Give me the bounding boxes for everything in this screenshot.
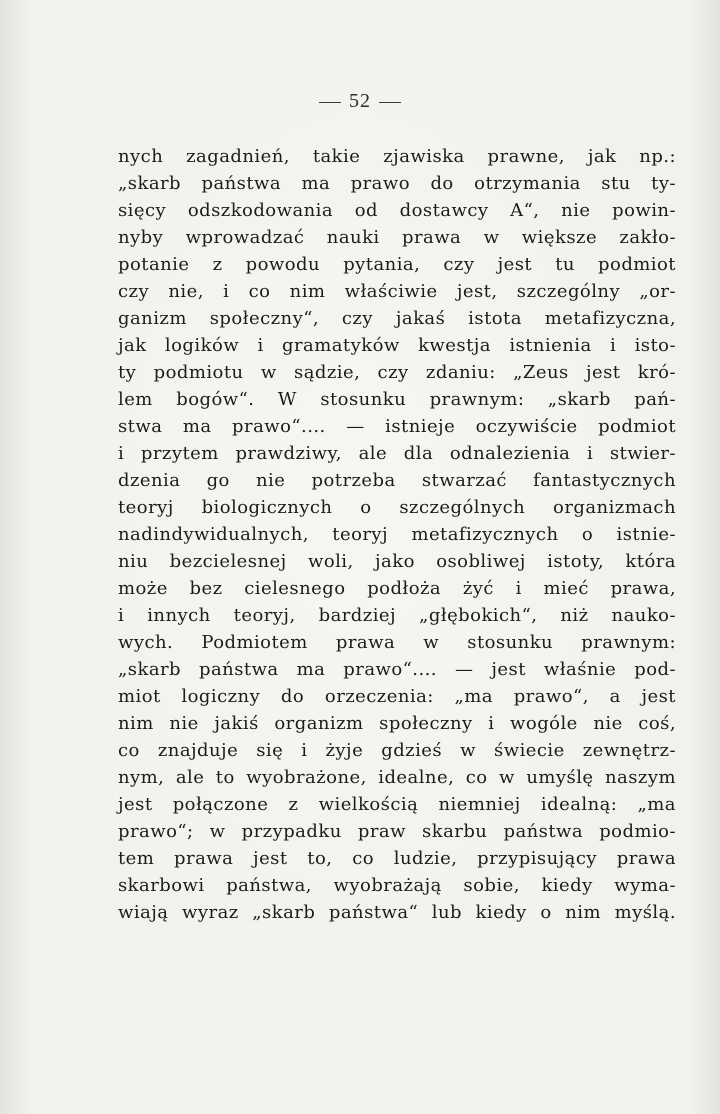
text-line: co znajduje się i żyje gdzieś w świecie zewnętrz- — [118, 740, 676, 761]
text-line: jest połączone z wielkością niemniej idealną: „ma — [118, 794, 676, 815]
text-line: nym, ale to wyobrażone, idealne, co w umyślę naszym — [118, 767, 676, 788]
text-line: niu bezcielesnej woli, jako osobliwej istoty, która — [118, 551, 676, 572]
page-number — [0, 90, 720, 113]
text-line: „skarb państwa ma prawo“.... — jest właśnie pod- — [118, 659, 676, 680]
text-line: i innych teoryj, bardziej „głębokich“, niż nauko- — [118, 605, 676, 626]
text-line: może bez cielesnego podłoża żyć i mieć prawa, — [118, 578, 676, 599]
left-dash — [319, 102, 341, 103]
text-line: teoryj biologicznych o szczególnych organizmach — [118, 497, 676, 518]
text-line: i przytem prawdziwy, ale dla odnalezienia i stwier- — [118, 443, 676, 464]
page-number-value: 52 — [349, 90, 371, 112]
text-line: nadindywidualnych, teoryj metafizycznych o istnie- — [118, 524, 676, 545]
text-line: potanie z powodu pytania, czy jest tu podmiot — [118, 254, 676, 275]
text-line: lem bogów“. W stosunku prawnym: „skarb pań- — [118, 389, 676, 410]
text-line: nyby wprowadzać nauki prawa w większe zakło- — [118, 227, 676, 248]
text-line: stwa ma prawo“.... — istnieje oczywiście podmiot — [118, 416, 676, 437]
text-line: wiają wyraz „skarb państwa“ lub kiedy o nim myślą. — [118, 902, 676, 923]
text-line: ganizm społeczny“, czy jakaś istota metafizyczna, — [118, 308, 676, 329]
text-line: sięcy odszkodowania od dostawcy A“, nie powin- — [118, 200, 676, 221]
text-line: nych zagadnień, takie zjawiska prawne, jak np.: — [118, 146, 676, 167]
text-line: skarbowi państwa, wyobrażają sobie, kiedy wyma- — [118, 875, 676, 896]
body-text — [118, 143, 676, 926]
text-line: ty podmiotu w sądzie, czy zdaniu: „Zeus jest kró- — [118, 362, 676, 383]
text-line: miot logiczny do orzeczenia: „ma prawo“, a jest — [118, 686, 676, 707]
text-line: czy nie, i co nim właściwie jest, szczególny „or- — [118, 281, 676, 302]
right-dash — [379, 102, 401, 103]
text-line: jak logików i gramatyków kwestja istnienia i isto- — [118, 335, 676, 356]
text-line: prawo“; w przypadku praw skarbu państwa podmio- — [118, 821, 676, 842]
text-line: nim nie jakiś organizm społeczny i wogóle nie coś, — [118, 713, 676, 734]
text-line: „skarb państwa ma prawo do otrzymania stu ty- — [118, 173, 676, 194]
text-line: tem prawa jest to, co ludzie, przypisujący prawa — [118, 848, 676, 869]
text-line: wych. Podmiotem prawa w stosunku prawnym: — [118, 632, 676, 653]
text-line: dzenia go nie potrzeba stwarzać fantastycznych — [118, 470, 676, 491]
